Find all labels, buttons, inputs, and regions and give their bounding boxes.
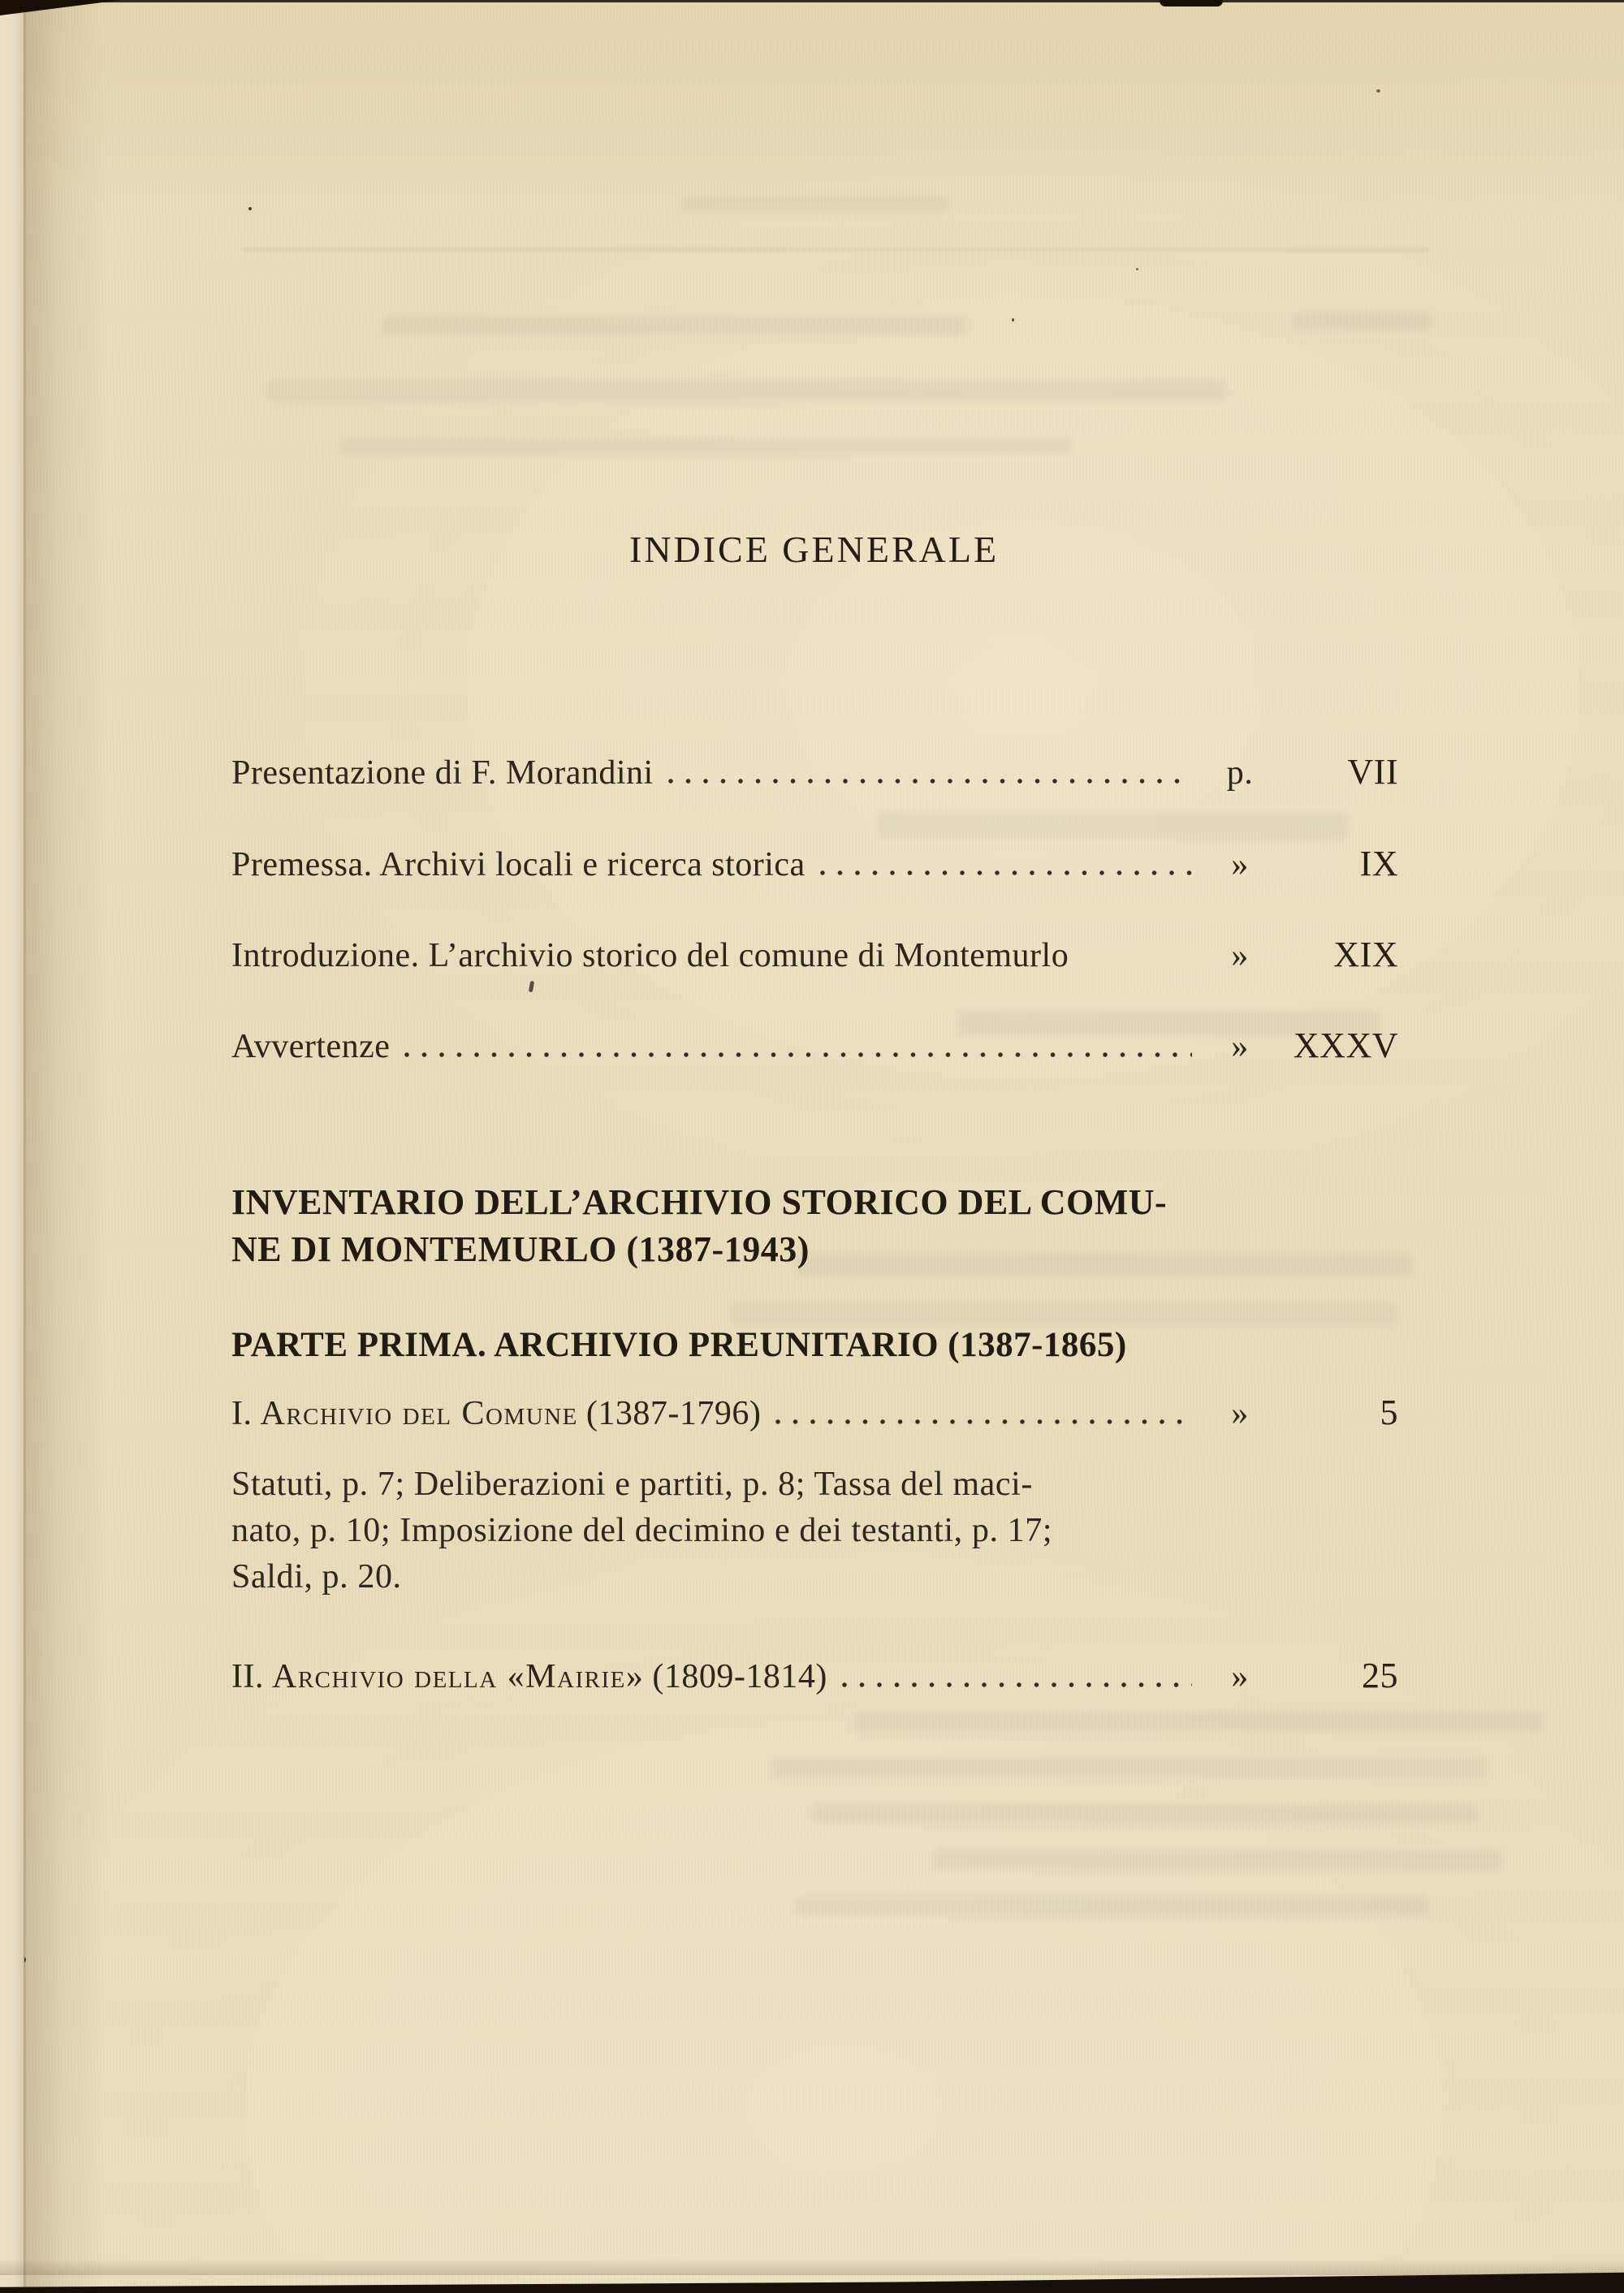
section-numeral: I. bbox=[231, 1395, 253, 1432]
page-edge-left bbox=[0, 0, 24, 2293]
ink-speck bbox=[1376, 89, 1380, 93]
toc-row bbox=[231, 751, 1398, 792]
section-numeral: II. bbox=[231, 1658, 264, 1695]
section-row bbox=[231, 1655, 1398, 1696]
section-name: Archivio del Comune bbox=[260, 1395, 578, 1432]
section-detail-line: nato, p. 10; Imposizione del decimino e dei testanti, p. 17; bbox=[231, 1512, 1053, 1549]
page-ref-marker: » bbox=[1231, 937, 1249, 974]
toc-row bbox=[231, 1025, 1398, 1066]
dot-leader bbox=[842, 1682, 1192, 1687]
dot-leader bbox=[775, 1419, 1192, 1424]
ink-speck bbox=[1136, 268, 1138, 270]
page-ref-marker: » bbox=[1231, 1395, 1249, 1432]
toc-entry-label: Presentazione di F. Morandini bbox=[231, 754, 654, 792]
toc-entry-label: Introduzione. L’archivio storico del comune di Montemurlo bbox=[231, 937, 1069, 974]
section-detail bbox=[231, 1462, 1271, 1600]
page-number: VII bbox=[1347, 752, 1398, 792]
inventory-heading-line1: INVENTARIO DELL’ARCHIVIO STORICO DEL COMU- bbox=[231, 1182, 1168, 1222]
toc-entry-label: Avvertenze bbox=[231, 1028, 391, 1065]
part-heading: PARTE PRIMA. ARCHIVIO PREUNITARIO (1387-1865) bbox=[231, 1326, 1127, 1364]
stray-mark-artifact bbox=[529, 981, 534, 993]
page-ref-marker: » bbox=[1231, 1028, 1249, 1065]
inventory-heading bbox=[231, 1179, 1287, 1273]
section-dates: (1809-1814) bbox=[652, 1658, 827, 1695]
page-number: IX bbox=[1359, 844, 1398, 883]
toc-row bbox=[231, 934, 1398, 975]
dot-leader bbox=[404, 1052, 1192, 1057]
toc-entry-label: Premessa. Archivi locali e ricerca storica bbox=[231, 846, 806, 883]
ink-speck bbox=[248, 207, 252, 210]
scan-edge-top bbox=[0, 0, 1624, 2]
section-row bbox=[231, 1392, 1398, 1433]
section-label bbox=[231, 1657, 827, 1696]
page-ref-marker: » bbox=[1231, 1658, 1249, 1695]
page-number: 5 bbox=[1380, 1393, 1398, 1432]
page-number: 25 bbox=[1362, 1656, 1398, 1695]
leader-spacer bbox=[1083, 961, 1192, 966]
page-title: INDICE GENERALE bbox=[628, 529, 1000, 570]
page-ref-marker: » bbox=[1231, 846, 1249, 883]
dot-leader bbox=[668, 779, 1192, 784]
scan-edge-bottom-shadow bbox=[0, 2259, 1624, 2275]
dot-leader bbox=[820, 870, 1192, 875]
inventory-heading-line2: NE DI MONTEMURLO (1387-1943) bbox=[231, 1229, 810, 1269]
section-dates: (1387-1796) bbox=[585, 1395, 762, 1432]
page-number: XXXV bbox=[1293, 1026, 1398, 1065]
page-ref-marker: p. bbox=[1226, 754, 1254, 792]
section-name: Archivio della «Mairie» bbox=[271, 1658, 645, 1695]
section-label bbox=[231, 1394, 761, 1433]
toc-row bbox=[231, 843, 1398, 884]
page-fold-shadow bbox=[26, 0, 107, 2293]
scan-edge-top-notch bbox=[1160, 0, 1223, 6]
page-number: XIX bbox=[1333, 935, 1398, 974]
section-detail-line: Statuti, p. 7; Deliberazioni e partiti, p. 8; Tassa del maci- bbox=[231, 1466, 1033, 1503]
section-detail-line: Saldi, p. 20. bbox=[231, 1558, 402, 1596]
ink-speck bbox=[1012, 318, 1014, 322]
